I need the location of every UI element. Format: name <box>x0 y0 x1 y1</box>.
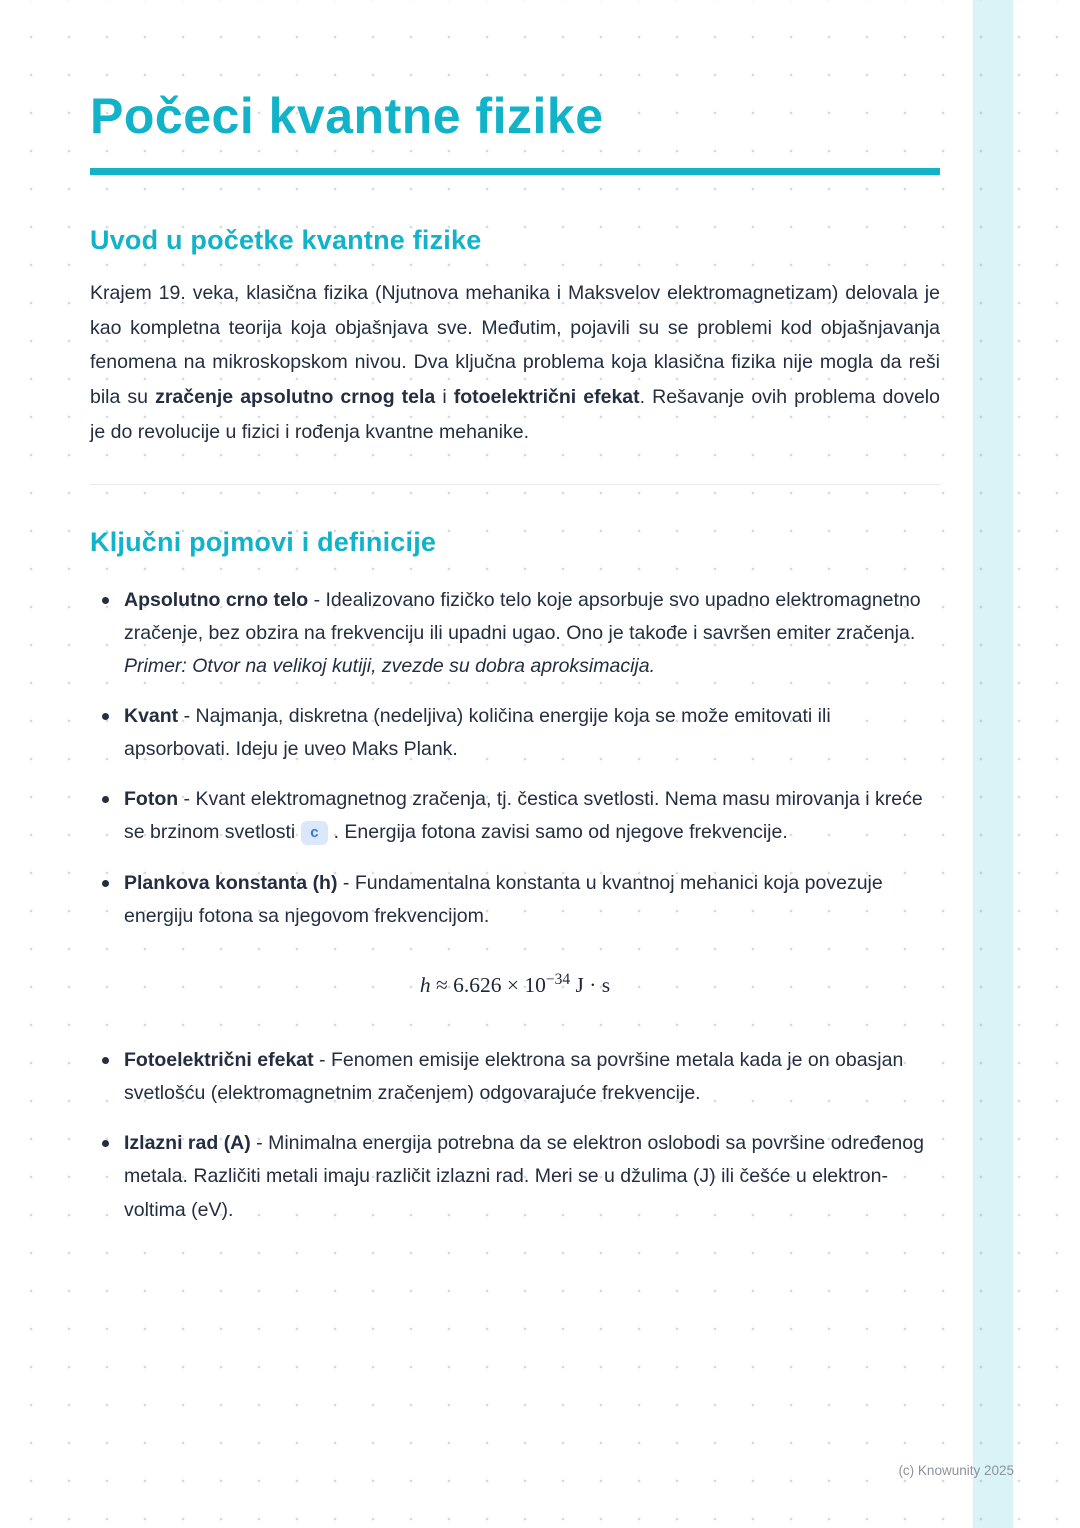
term-separator: - <box>178 788 196 811</box>
intro-text-1: Krajem 19. veka, klasična fizika (Njutnova mehanika i Maksvelov elektromagnetizam) delovala je kao kompletna teorija koja objašnjava sve. Međutim, pojavili su se problemi kod objašnjavanja fenomena na mikroskopskom nivou. Dva ključna problema koja klasična fizika nije mogla da reši bila su <box>90 282 940 409</box>
section-intro <box>90 225 940 450</box>
term-list-continued <box>90 1044 940 1227</box>
footer-credit: (c) Knowunity 2025 <box>898 1463 1014 1478</box>
term-text: Fenomen emisije elektrona sa površine metala kada je on obasjan svetlošću (elektromagnetnim zračenjem) odgovarajuće frekvencije. <box>124 1048 904 1105</box>
page-title: Počeci kvantne fizike <box>90 88 604 144</box>
term-label: Fotoelektrični efekat <box>124 1048 314 1071</box>
term-definition <box>124 1127 940 1226</box>
formula-variable: h <box>419 972 431 997</box>
list-item-work-function <box>90 1127 940 1226</box>
term-separator: - <box>337 871 355 894</box>
term-label: Plankova konstanta (h) <box>124 871 338 894</box>
document-body <box>90 88 940 1244</box>
section-divider <box>90 484 940 485</box>
term-definition <box>124 783 940 849</box>
term-definition <box>124 1044 940 1110</box>
list-item-quantum <box>90 700 940 766</box>
intro-bold-blackbody: zračenje apsolutno crnog tela <box>155 386 436 409</box>
formula-exponent: −34 <box>545 970 571 988</box>
term-list <box>90 584 940 933</box>
planck-constant-formula <box>90 971 940 998</box>
term-text-after-badge: . Energija fotona zavisi samo od njegove frekvencije. <box>333 821 788 844</box>
term-label: Kvant <box>124 704 179 727</box>
formula-unit: J · s <box>570 972 611 997</box>
list-item-photoelectric-effect <box>90 1044 940 1110</box>
term-label: Foton <box>124 788 179 811</box>
intro-text-2: i <box>435 386 454 409</box>
bullet-dot <box>102 880 109 887</box>
bullet-dot <box>102 796 109 803</box>
intro-bold-photoeffect: fotoelektrični efekat <box>453 386 640 409</box>
term-label: Apsolutno crno telo <box>124 588 309 611</box>
term-example: Primer: Otvor na velikoj kutiji, zvezde su dobra aproksimacija. <box>124 654 656 677</box>
term-text: Fundamentalna konstanta u kvantnoj mehanici koja povezuje energiju fotona sa njegovom frekvencijom. <box>124 871 883 927</box>
right-accent-band <box>973 0 1013 1528</box>
term-text: Minimalna energija potrebna da se elektron oslobodi sa površine određenog metala. Različiti metali imaju različit izlazni rad. Meri se u džulima (J) ili češće u elektron-voltima (eV). <box>124 1132 924 1221</box>
bullet-dot <box>102 713 109 720</box>
term-text: Kvant elektromagnetnog zračenja, tj. čestica svetlosti. Nema masu mirovanja i kreće se brzinom svetlosti <box>124 788 923 844</box>
term-separator: - <box>313 1048 331 1071</box>
intro-text-3: . Rešavanje ovih problema dovelo je do revolucije u fizici i rođenja kvantne mehanike. <box>90 386 940 443</box>
term-definition <box>124 584 940 683</box>
section-heading-terms: Ključni pojmovi i definicije <box>90 526 437 557</box>
list-item-photon <box>90 783 940 849</box>
term-label: Izlazni rad (A) <box>124 1132 251 1155</box>
formula-body: ≈ 6.626 × 10 <box>430 972 546 997</box>
term-definition <box>124 700 940 766</box>
list-item-blackbody <box>90 584 940 683</box>
term-separator: - <box>250 1132 269 1155</box>
intro-paragraph <box>90 276 940 450</box>
term-separator: - <box>308 588 326 611</box>
speed-of-light-badge: c <box>301 821 327 845</box>
term-definition <box>124 867 940 933</box>
term-text: Najmanja, diskretna (nedeljiva) količina energije koja se može emitovati ili apsorbovati. Ideju je uveo Maks Plank. <box>124 704 831 761</box>
section-terms <box>90 527 940 1227</box>
bullet-dot <box>102 1057 109 1064</box>
term-separator: - <box>178 704 196 727</box>
title-rule <box>90 168 940 175</box>
list-item-planck-constant <box>90 867 940 933</box>
term-text: Idealizovano fizičko telo koje apsorbuje svo upadno elektromagnetno zračenje, bez obzira na frekvenciju ili upadni ugao. Ono je takođe i savršen emiter zračenja. <box>124 588 921 644</box>
bullet-dot <box>102 597 109 604</box>
section-heading-intro: Uvod u početke kvantne fizike <box>90 225 482 255</box>
bullet-dot <box>102 1140 109 1147</box>
